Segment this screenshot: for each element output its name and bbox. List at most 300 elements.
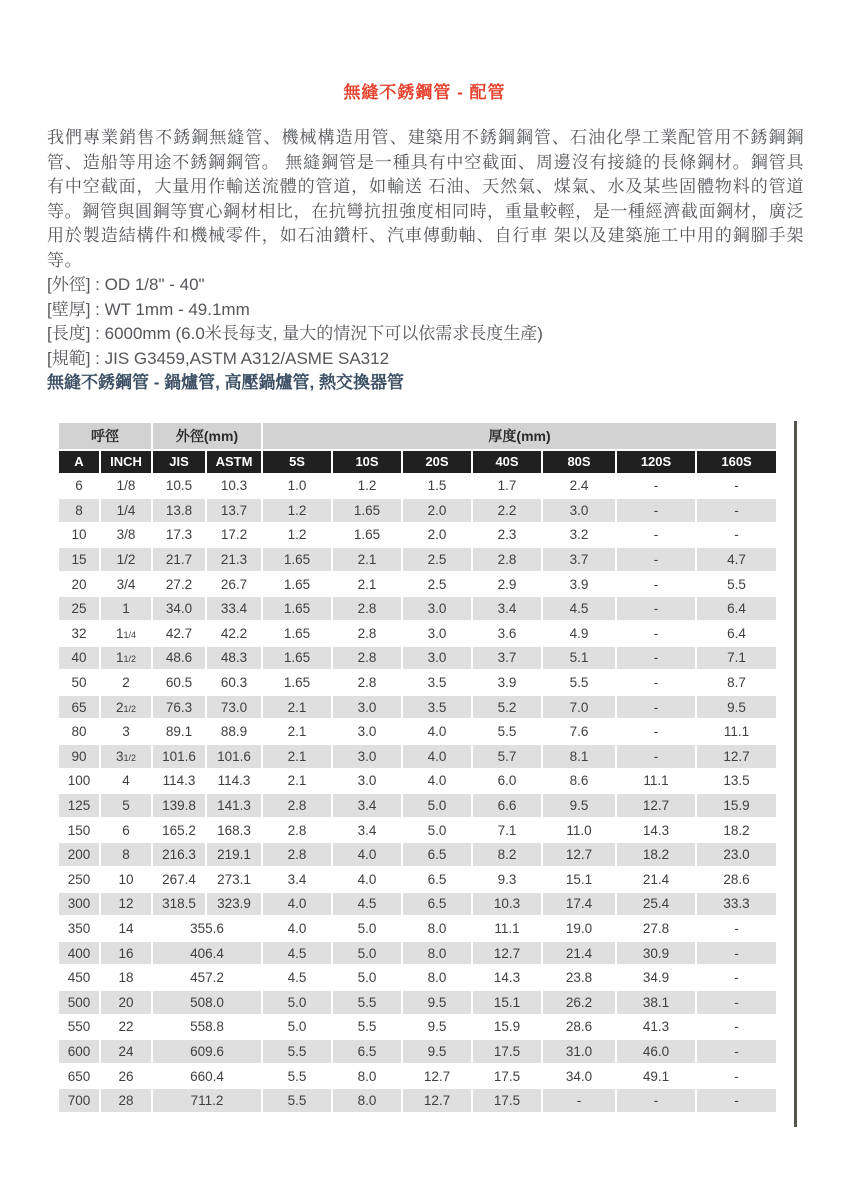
cell: 16: [101, 942, 151, 965]
column-header-cell: JIS: [153, 451, 205, 473]
cell: 150: [59, 819, 99, 842]
column-header-cell: 20S: [403, 451, 471, 473]
table-row: [59, 917, 776, 940]
cell: 3.4: [333, 794, 401, 817]
table-row: [59, 770, 776, 793]
table-row: [59, 794, 776, 817]
cell: 1.65: [263, 597, 331, 620]
cell: 3.2: [543, 524, 615, 547]
cell: 27.2: [153, 573, 205, 596]
cell: 19.0: [543, 917, 615, 940]
cell: 200: [59, 843, 99, 866]
cell: 11.1: [697, 720, 776, 743]
cell: 4.5: [333, 893, 401, 916]
cell: 1.0: [263, 475, 331, 498]
cell: -: [617, 1089, 695, 1112]
cell: 267.4: [153, 868, 205, 891]
cell: 17.5: [473, 1089, 541, 1112]
cell: 11.0: [543, 819, 615, 842]
cell: 3.5: [403, 696, 471, 719]
intro-paragraph: 我們專業銷售不銹鋼無縫管、機械構造用管、建築用不銹鋼鋼管、石油化學工業配管用不銹鋼鋼管、造船等用途不銹鋼鋼管。 無縫鋼管是一種具有中空截面、周邊沒有接縫的長條鋼材。鋼管具有中空截面，大量用作輸送流體的管道，如輸送 石油、天然氣、煤氣、水及某些固體物料的管道等。鋼管與圓鋼等實心鋼材相比，在抗彎抗扭強度相同時，重量較輕，是一種經濟截面鋼材，廣泛用於製造結構件和機械零件，如石油鑽杆、汽車傳動軸、自行車 架以及建築施工中用的鋼腳手架等。: [47, 128, 804, 270]
cell: 3.0: [403, 647, 471, 670]
cell: 17.2: [207, 524, 261, 547]
cell: 28: [101, 1089, 151, 1112]
cell: 2.1: [333, 548, 401, 571]
cell: 3.6: [473, 622, 541, 645]
table-row: [59, 868, 776, 891]
cell: 2.5: [403, 573, 471, 596]
cell: 15.1: [543, 868, 615, 891]
cell: 139.8: [153, 794, 205, 817]
table-row: [59, 597, 776, 620]
cell: 20: [59, 573, 99, 596]
cell: 1.65: [263, 573, 331, 596]
cell: 60.5: [153, 671, 205, 694]
cell: 26.2: [543, 991, 615, 1014]
cell: 5.5: [263, 1089, 331, 1112]
cell: 1/4: [101, 499, 151, 522]
cell: 3.9: [473, 671, 541, 694]
cell: 216.3: [153, 843, 205, 866]
cell: 42.2: [207, 622, 261, 645]
cell: 3.7: [473, 647, 541, 670]
cell: 125: [59, 794, 99, 817]
cell: 2.1: [263, 720, 331, 743]
cell: 4.0: [263, 917, 331, 940]
table-row: [59, 745, 776, 768]
column-header-cell: 5S: [263, 451, 331, 473]
cell: 4.9: [543, 622, 615, 645]
cell: 100: [59, 770, 99, 793]
merged-od-cell: 355.6: [153, 917, 261, 940]
cell: 4.5: [263, 966, 331, 989]
table-row: [59, 991, 776, 1014]
column-header-cell: 120S: [617, 451, 695, 473]
cell: 21.4: [543, 942, 615, 965]
cell: 10.5: [153, 475, 205, 498]
cell: 450: [59, 966, 99, 989]
cell: 31/2: [101, 745, 151, 768]
cell: 2.3: [473, 524, 541, 547]
cell: 12.7: [617, 794, 695, 817]
cell: 21.3: [207, 548, 261, 571]
cell: 2.8: [263, 794, 331, 817]
cell: 89.1: [153, 720, 205, 743]
cell: 3/4: [101, 573, 151, 596]
cell: 3.0: [403, 622, 471, 645]
cell: 500: [59, 991, 99, 1014]
cell: -: [617, 524, 695, 547]
cell: 5: [101, 794, 151, 817]
cell: 6.5: [403, 893, 471, 916]
cell: 34.0: [153, 597, 205, 620]
cell: 18.2: [617, 843, 695, 866]
cell: 88.9: [207, 720, 261, 743]
cell: 28.6: [543, 1016, 615, 1039]
cell: 5.7: [473, 745, 541, 768]
cell: 1: [101, 597, 151, 620]
cell: 2: [101, 671, 151, 694]
inch-fraction: 1/2: [123, 752, 137, 763]
cell: 73.0: [207, 696, 261, 719]
cell: 8.0: [403, 917, 471, 940]
cell: 1/2: [101, 548, 151, 571]
cell: 8.0: [333, 1065, 401, 1088]
cell: -: [697, 1089, 776, 1112]
cell: 33.4: [207, 597, 261, 620]
cell: 7.0: [543, 696, 615, 719]
inch-fraction: 1/4: [123, 629, 137, 640]
cell: 5.0: [333, 917, 401, 940]
table-row: [59, 647, 776, 670]
column-header-row: [59, 451, 776, 473]
cell: 8.0: [403, 966, 471, 989]
cell: 6: [59, 475, 99, 498]
cell: 3.4: [263, 868, 331, 891]
table-row: [59, 942, 776, 965]
group-header-cell: 外徑(mm): [153, 423, 261, 449]
cell: 11/2: [101, 647, 151, 670]
cell: 11.1: [617, 770, 695, 793]
column-header-cell: 80S: [543, 451, 615, 473]
cell: -: [697, 524, 776, 547]
cell: 1.65: [263, 548, 331, 571]
cell: 2.8: [473, 548, 541, 571]
cell: 4: [101, 770, 151, 793]
cell: 13.8: [153, 499, 205, 522]
cell: 17.5: [473, 1040, 541, 1063]
cell: 8: [101, 843, 151, 866]
cell: -: [617, 745, 695, 768]
cell: 9.5: [543, 794, 615, 817]
cell: 12.7: [697, 745, 776, 768]
cell: 9.3: [473, 868, 541, 891]
cell: -: [617, 475, 695, 498]
spec-outer-diameter: [外徑] : OD 1/8" - 40": [47, 275, 205, 294]
cell: -: [617, 548, 695, 571]
cell: 5.1: [543, 647, 615, 670]
cell: -: [697, 1040, 776, 1063]
cell: 41.3: [617, 1016, 695, 1039]
cell: 90: [59, 745, 99, 768]
cell: -: [617, 720, 695, 743]
cell: -: [617, 597, 695, 620]
cell: 3: [101, 720, 151, 743]
cell: 17.4: [543, 893, 615, 916]
cell: 10: [59, 524, 99, 547]
cell: 6.0: [473, 770, 541, 793]
merged-od-cell: 457.2: [153, 966, 261, 989]
cell: 4.5: [263, 942, 331, 965]
cell: 4.5: [543, 597, 615, 620]
cell: 3.0: [333, 770, 401, 793]
section-subtitle: 無縫不銹鋼管 - 鍋爐管, 高壓鍋爐管, 熱交換器管: [47, 373, 404, 392]
cell: 165.2: [153, 819, 205, 842]
cell: 1.65: [263, 622, 331, 645]
table-row: [59, 475, 776, 498]
cell: 1/8: [101, 475, 151, 498]
cell: 12.7: [543, 843, 615, 866]
cell: -: [697, 942, 776, 965]
cell: 33.3: [697, 893, 776, 916]
cell: 5.0: [333, 942, 401, 965]
cell: 2.8: [263, 843, 331, 866]
cell: 4.0: [403, 770, 471, 793]
cell: 32: [59, 622, 99, 645]
cell: 17.5: [473, 1065, 541, 1088]
table-row: [59, 1016, 776, 1039]
group-header-cell: 呼徑: [59, 423, 151, 449]
cell: 14.3: [617, 819, 695, 842]
cell: 80: [59, 720, 99, 743]
cell: 273.1: [207, 868, 261, 891]
cell: 8.0: [403, 942, 471, 965]
cell: 34.0: [543, 1065, 615, 1088]
cell: 400: [59, 942, 99, 965]
cell: 2.1: [263, 770, 331, 793]
cell: -: [617, 696, 695, 719]
cell: 7.1: [697, 647, 776, 670]
cell: -: [697, 991, 776, 1014]
cell: 3.9: [543, 573, 615, 596]
cell: 31.0: [543, 1040, 615, 1063]
table-row: [59, 893, 776, 916]
cell: 6.4: [697, 622, 776, 645]
table-row: [59, 499, 776, 522]
column-header-cell: 10S: [333, 451, 401, 473]
cell: 23.0: [697, 843, 776, 866]
table-row: [59, 524, 776, 547]
cell: 34.9: [617, 966, 695, 989]
cell: 318.5: [153, 893, 205, 916]
cell: 114.3: [207, 770, 261, 793]
cell: 5.5: [333, 1016, 401, 1039]
cell: 101.6: [153, 745, 205, 768]
cell: 550: [59, 1016, 99, 1039]
cell: 5.0: [403, 819, 471, 842]
cell: 700: [59, 1089, 99, 1112]
cell: 9.5: [403, 1016, 471, 1039]
cell: 114.3: [153, 770, 205, 793]
cell: 4.0: [263, 893, 331, 916]
cell: -: [697, 966, 776, 989]
table-row: [59, 622, 776, 645]
cell: 350: [59, 917, 99, 940]
pipe-size-table: [57, 421, 778, 1114]
cell: 11/4: [101, 622, 151, 645]
cell: 300: [59, 893, 99, 916]
cell: 60.3: [207, 671, 261, 694]
cell: 2.1: [263, 745, 331, 768]
cell: 15: [59, 548, 99, 571]
spec-wall-thickness: [壁厚] : WT 1mm - 49.1mm: [47, 299, 250, 319]
cell: 12.7: [403, 1065, 471, 1088]
cell: 8.0: [333, 1089, 401, 1112]
cell: -: [617, 499, 695, 522]
cell: 40: [59, 647, 99, 670]
table-row: [59, 819, 776, 842]
cell: 5.5: [333, 991, 401, 1014]
cell: 8.2: [473, 843, 541, 866]
merged-od-cell: 660.4: [153, 1065, 261, 1088]
merged-od-cell: 711.2: [153, 1089, 261, 1112]
cell: 2.1: [263, 696, 331, 719]
vertical-scrollbar[interactable]: [794, 421, 797, 1127]
cell: 600: [59, 1040, 99, 1063]
table-row: [59, 696, 776, 719]
cell: 14: [101, 917, 151, 940]
cell: 5.0: [263, 991, 331, 1014]
cell: 48.6: [153, 647, 205, 670]
table-row: [59, 720, 776, 743]
cell: 3.0: [403, 597, 471, 620]
cell: 76.3: [153, 696, 205, 719]
cell: 1.2: [263, 524, 331, 547]
cell: 2.5: [403, 548, 471, 571]
cell: 12: [101, 893, 151, 916]
cell: -: [697, 1065, 776, 1088]
cell: 1.65: [333, 524, 401, 547]
group-header-cell: 厚度(mm): [263, 423, 776, 449]
cell: 4.0: [403, 720, 471, 743]
cell: 27.8: [617, 917, 695, 940]
cell: -: [617, 647, 695, 670]
cell: 15.1: [473, 991, 541, 1014]
cell: 4.0: [333, 843, 401, 866]
cell: -: [617, 671, 695, 694]
cell: 22: [101, 1016, 151, 1039]
cell: 8: [59, 499, 99, 522]
cell: 10.3: [473, 893, 541, 916]
table-row: [59, 1040, 776, 1063]
merged-od-cell: 609.6: [153, 1040, 261, 1063]
cell: 2.9: [473, 573, 541, 596]
cell: 3.4: [333, 819, 401, 842]
cell: -: [617, 573, 695, 596]
cell: 25: [59, 597, 99, 620]
cell: 28.6: [697, 868, 776, 891]
column-header-cell: ASTM: [207, 451, 261, 473]
group-header-row: [59, 423, 776, 449]
cell: 168.3: [207, 819, 261, 842]
cell: 5.5: [543, 671, 615, 694]
cell: 1.7: [473, 475, 541, 498]
cell: 250: [59, 868, 99, 891]
cell: 6.5: [333, 1040, 401, 1063]
cell: 7.6: [543, 720, 615, 743]
cell: 17.3: [153, 524, 205, 547]
table-header: [59, 423, 776, 473]
cell: 3.0: [333, 696, 401, 719]
cell: 2.8: [333, 622, 401, 645]
cell: -: [697, 1016, 776, 1039]
cell: 18: [101, 966, 151, 989]
cell: 4.7: [697, 548, 776, 571]
cell: 3.0: [333, 745, 401, 768]
cell: 11.1: [473, 917, 541, 940]
table-row: [59, 1065, 776, 1088]
cell: 20: [101, 991, 151, 1014]
cell: 1.2: [263, 499, 331, 522]
cell: 4.0: [333, 868, 401, 891]
cell: 49.1: [617, 1065, 695, 1088]
table-row: [59, 671, 776, 694]
cell: 26: [101, 1065, 151, 1088]
cell: 3.7: [543, 548, 615, 571]
table-body: [59, 475, 776, 1112]
cell: 15.9: [697, 794, 776, 817]
cell: 2.8: [263, 819, 331, 842]
cell: 6.4: [697, 597, 776, 620]
merged-od-cell: 508.0: [153, 991, 261, 1014]
cell: 30.9: [617, 942, 695, 965]
cell: 13.7: [207, 499, 261, 522]
cell: 24: [101, 1040, 151, 1063]
cell: 26.7: [207, 573, 261, 596]
spec-standard: [規範] : JIS G3459,ASTM A312/ASME SA312: [47, 348, 390, 368]
cell: 219.1: [207, 843, 261, 866]
table-row: [59, 1089, 776, 1112]
cell: 5.5: [473, 720, 541, 743]
cell: 50: [59, 671, 99, 694]
cell: 1.65: [263, 671, 331, 694]
table-row: [59, 573, 776, 596]
cell: 3.0: [333, 720, 401, 743]
cell: 7.1: [473, 819, 541, 842]
cell: 6.5: [403, 868, 471, 891]
cell: -: [617, 622, 695, 645]
cell: 21.4: [617, 868, 695, 891]
cell: 6.6: [473, 794, 541, 817]
cell: 650: [59, 1065, 99, 1088]
cell: 15.9: [473, 1016, 541, 1039]
cell: 21.7: [153, 548, 205, 571]
cell: 3.5: [403, 671, 471, 694]
cell: 2.0: [403, 499, 471, 522]
column-header-cell: 160S: [697, 451, 776, 473]
cell: 48.3: [207, 647, 261, 670]
cell: -: [697, 917, 776, 940]
cell: 9.5: [403, 1040, 471, 1063]
table-row: [59, 843, 776, 866]
cell: 10: [101, 868, 151, 891]
cell: 25.4: [617, 893, 695, 916]
cell: 2.2: [473, 499, 541, 522]
cell: 8.1: [543, 745, 615, 768]
cell: 5.5: [263, 1065, 331, 1088]
cell: 5.2: [473, 696, 541, 719]
cell: 323.9: [207, 893, 261, 916]
cell: 10.3: [207, 475, 261, 498]
cell: 46.0: [617, 1040, 695, 1063]
cell: 6: [101, 819, 151, 842]
cell: 5.0: [403, 794, 471, 817]
cell: 1.2: [333, 475, 401, 498]
cell: 1.65: [333, 499, 401, 522]
cell: -: [697, 475, 776, 498]
column-header-cell: INCH: [101, 451, 151, 473]
cell: 14.3: [473, 966, 541, 989]
cell: 4.0: [403, 745, 471, 768]
cell: 9.5: [403, 991, 471, 1014]
column-header-cell: 40S: [473, 451, 541, 473]
cell: 18.2: [697, 819, 776, 842]
cell: 5.5: [697, 573, 776, 596]
table-row: [59, 966, 776, 989]
spec-length: [長度] : 6000mm (6.0米長每支, 量大的情況下可以依需求長度生產): [47, 324, 543, 343]
inch-fraction: 1/2: [123, 703, 137, 714]
merged-od-cell: 406.4: [153, 942, 261, 965]
